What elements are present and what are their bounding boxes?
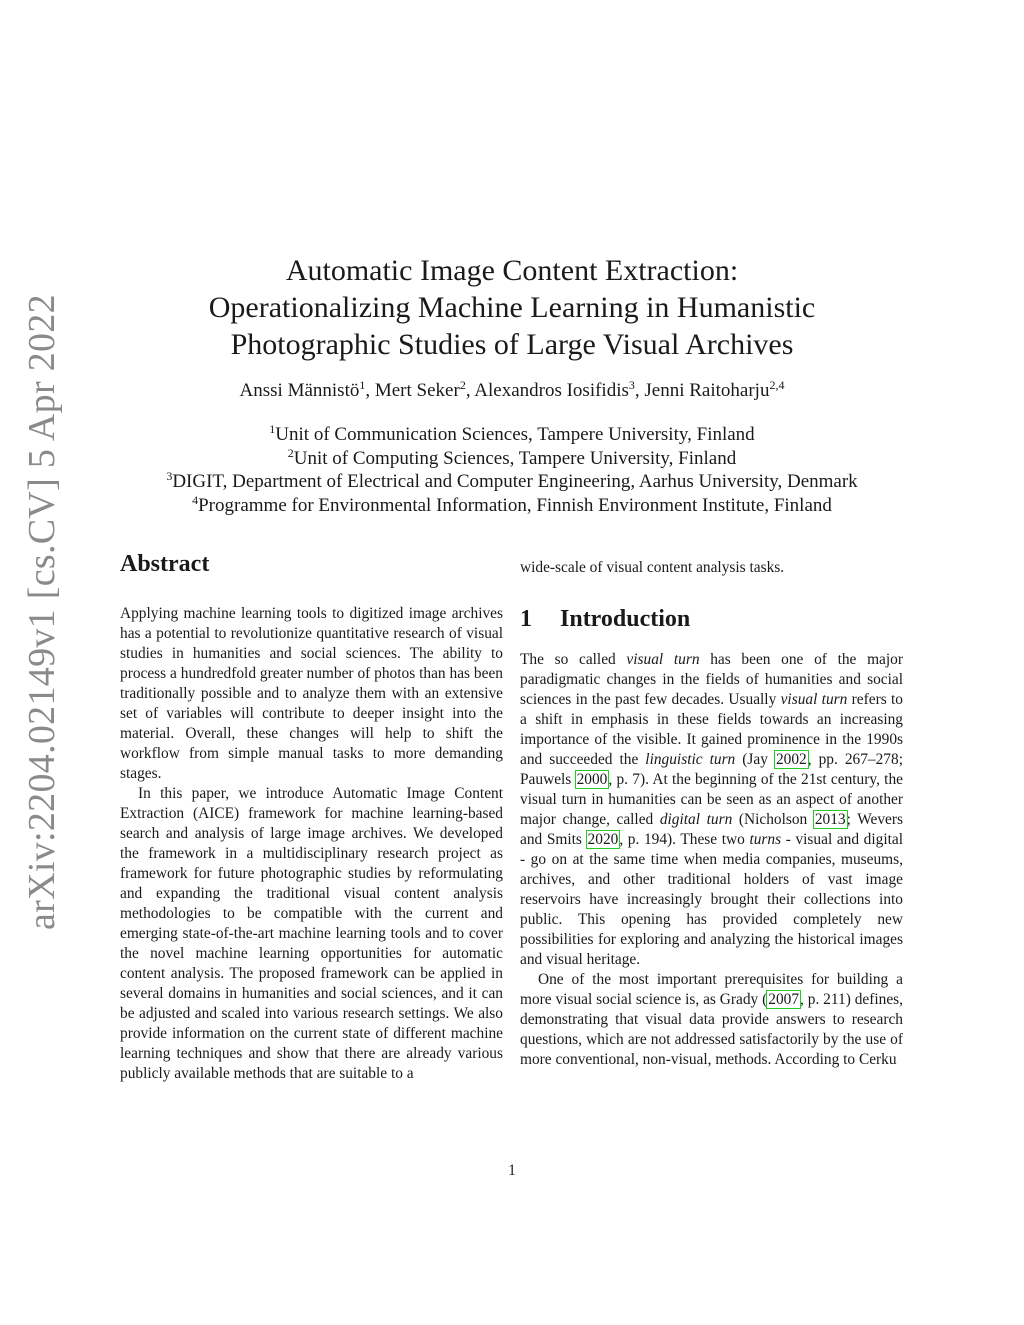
affiliation [100,447,924,471]
section-heading-introduction [520,606,690,633]
affiliation [100,423,924,447]
citation-link[interactable]: 2000 [576,771,608,788]
text-run: , p. 7). At the beginning of the 21st century, the visual turn in humanities can be seen as an aspect of another major change, called [520,771,903,828]
text-run: ; Wevers and Smits [520,811,903,848]
abstract-paragraph: In this paper, we introduce Automatic Image Content Extraction (AICE) framework for machine learning-based search and analysis of large image archives. We developed the framework in a multidisciplinary research project as framework for future photographic studies by reformulating and expanding the traditional visual content analysis methodologies to be compatible with the current and emerging state-of-the-art machine learning tools and to cover the novel machine learning opportunities for automatic content analysis. The proposed framework can be applied in several domains in humanities and social sciences, and it can be adjusted and scaled into various research settings. We also provide information on the current state of different machine learning techniques and show that there are already various publicly available methods that are suitable to a [120,785,503,1082]
author-affil-mark: 3 [628,378,635,392]
section-number: 1 [520,606,532,632]
citation-link[interactable]: 2002 [775,751,807,768]
title-line: Photographic Studies of Large Visual Archives [230,328,794,361]
affiliation [100,470,924,494]
affil-mark: 3 [166,469,173,483]
affil-mark: 4 [192,492,199,507]
intro-paragraph [520,650,903,970]
emphasis: digital turn [659,811,733,828]
abstract-paragraph: Applying machine learning tools to digitized image archives has a potential to revolutionize quantitative research of visual studies in humanities and social sciences. The ability to process a hundredfold greater number of photos than has been traditionally possible and to analyze them with an extensive set of variables will contribute to deeper insight into the material. Overall, these changes will help to shift the workflow from simple manual tasks to more demanding stages. [120,605,503,782]
emphasis: linguistic turn [645,751,736,768]
page-number: 1 [508,1162,516,1179]
text-run: has been one of the major paradigmatic changes in the fields of humanities and social sciences in the past few decades. Usually [520,651,903,708]
affil-text: DIGIT, Department of Electrical and Computer Engineering, Aarhus University, Denmark [172,471,858,492]
affil-text: Unit of Communication Sciences, Tampere University, Finland [275,424,755,445]
affil-mark: 1 [269,422,276,436]
affil-text: Programme for Environmental Information, Finnish Environment Institute, Finland [198,494,832,516]
abstract-continuation [520,558,903,578]
text-run: One of the most important prerequisites for building a more visual social science is, as Grady ( [520,971,903,1008]
author-affil-mark: 2,4 [769,378,785,392]
section-title: Introduction [560,606,691,632]
text-run: (Jay [735,751,775,768]
text-run: The so called [520,651,627,668]
affil-mark: 2 [287,445,294,460]
text-run: (Nicholson [732,811,814,828]
emphasis: turns [749,831,782,848]
paper-title [130,252,894,363]
affiliation-list [100,423,924,517]
text-run: , pp. 267–278; Pauwels [520,751,903,788]
author-affil-mark: 1 [359,378,366,392]
abstract-body [120,604,503,1084]
text-run: - visual and digital - go on at the same time when media companies, museums, archives, and other traditional holders of vast image reservoirs have increasingly brought their collections into public. This opening has provided completely new possibilities for exploring and analyzing the historical images and visual heritage. [520,831,904,968]
text-run: , p. 194). These two [619,831,750,848]
citation-link[interactable]: 2007 [768,991,800,1008]
affiliation [100,494,924,518]
arxiv-stamp: arXiv:2204.02149v1 [cs.CV] 5 Apr 2022 [21,294,63,930]
intro-paragraph [520,970,903,1070]
introduction-body [520,650,903,1070]
title-line: Operationalizing Machine Learning in Humanistic [208,291,816,324]
title-line: Automatic Image Content Extraction: [285,254,739,287]
author-name: Jenni Raitoharju [644,380,770,401]
text-run: , p. 211) defines, demonstrating that visual data provide answers to research questions, which are not addressed satisfactorily by the use of more conventional, non-visual, methods. According to Cerku [520,991,903,1068]
author-affil-mark: 2 [459,378,466,392]
emphasis: visual turn [780,691,848,708]
author-name: Alexandros Iosifidis [474,380,629,401]
abstract-heading: Abstract [120,551,210,577]
author-list: Anssi Männistö$^1$, Mert Seker$^2$, Alexandros Iosifidis$^3$, Jenni Raitoharju$^{2,4}$ [239,378,785,401]
author-name: Anssi Männistö [239,380,360,401]
emphasis: visual turn [626,651,700,668]
author-name: Mert Seker [374,380,460,401]
text-run: refers to a shift in emphasis in these fields towards an increasing importance of the visible. It gained prominence in the 1990s and succeeded the [520,691,903,768]
affil-text: Unit of Computing Sciences, Tampere University, Finland [293,447,737,469]
citation-link[interactable]: 2013 [814,811,846,828]
abstract-paragraph-cont: wide-scale of visual content analysis tasks. [520,559,785,576]
citation-link[interactable]: 2020 [587,831,619,848]
